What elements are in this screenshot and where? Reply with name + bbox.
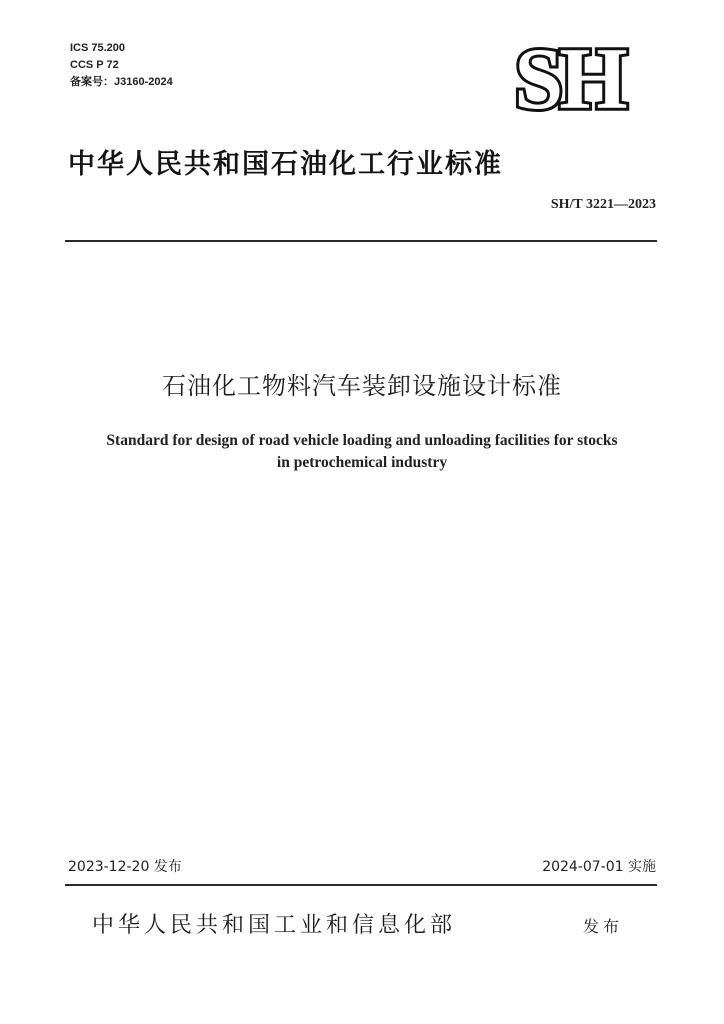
bottom-divider <box>65 884 657 886</box>
chinese-title: 石油化工物料汽车装卸设施设计标准 <box>162 372 562 400</box>
english-title-line-2: in petrochemical industry <box>276 454 448 471</box>
publish-label: 发布 <box>583 917 624 936</box>
sh-logo <box>494 36 644 116</box>
implementation-date: 2024-07-01 实施 <box>542 859 656 875</box>
english-title <box>40 430 684 474</box>
issue-date: 2023-12-20 发布 <box>68 859 182 875</box>
top-divider <box>65 240 657 242</box>
standard-category-title: 中华人民共和国石油化工行业标准 <box>68 149 503 180</box>
english-title-line-1: Standard for design of road vehicle loading and unloading facilities for stocks <box>106 432 618 449</box>
classification-block <box>70 40 173 91</box>
ics-code: ICS 75.200 <box>70 42 126 54</box>
ccs-code: CCS P 72 <box>70 59 119 71</box>
standard-number: SH/T 3221—2023 <box>550 197 656 212</box>
publisher-name: 中华人民共和国工业和信息化部 <box>92 913 457 938</box>
sh-logo-text: SH <box>514 36 624 116</box>
record-number: 备案号：J3160-2024 <box>70 76 173 88</box>
